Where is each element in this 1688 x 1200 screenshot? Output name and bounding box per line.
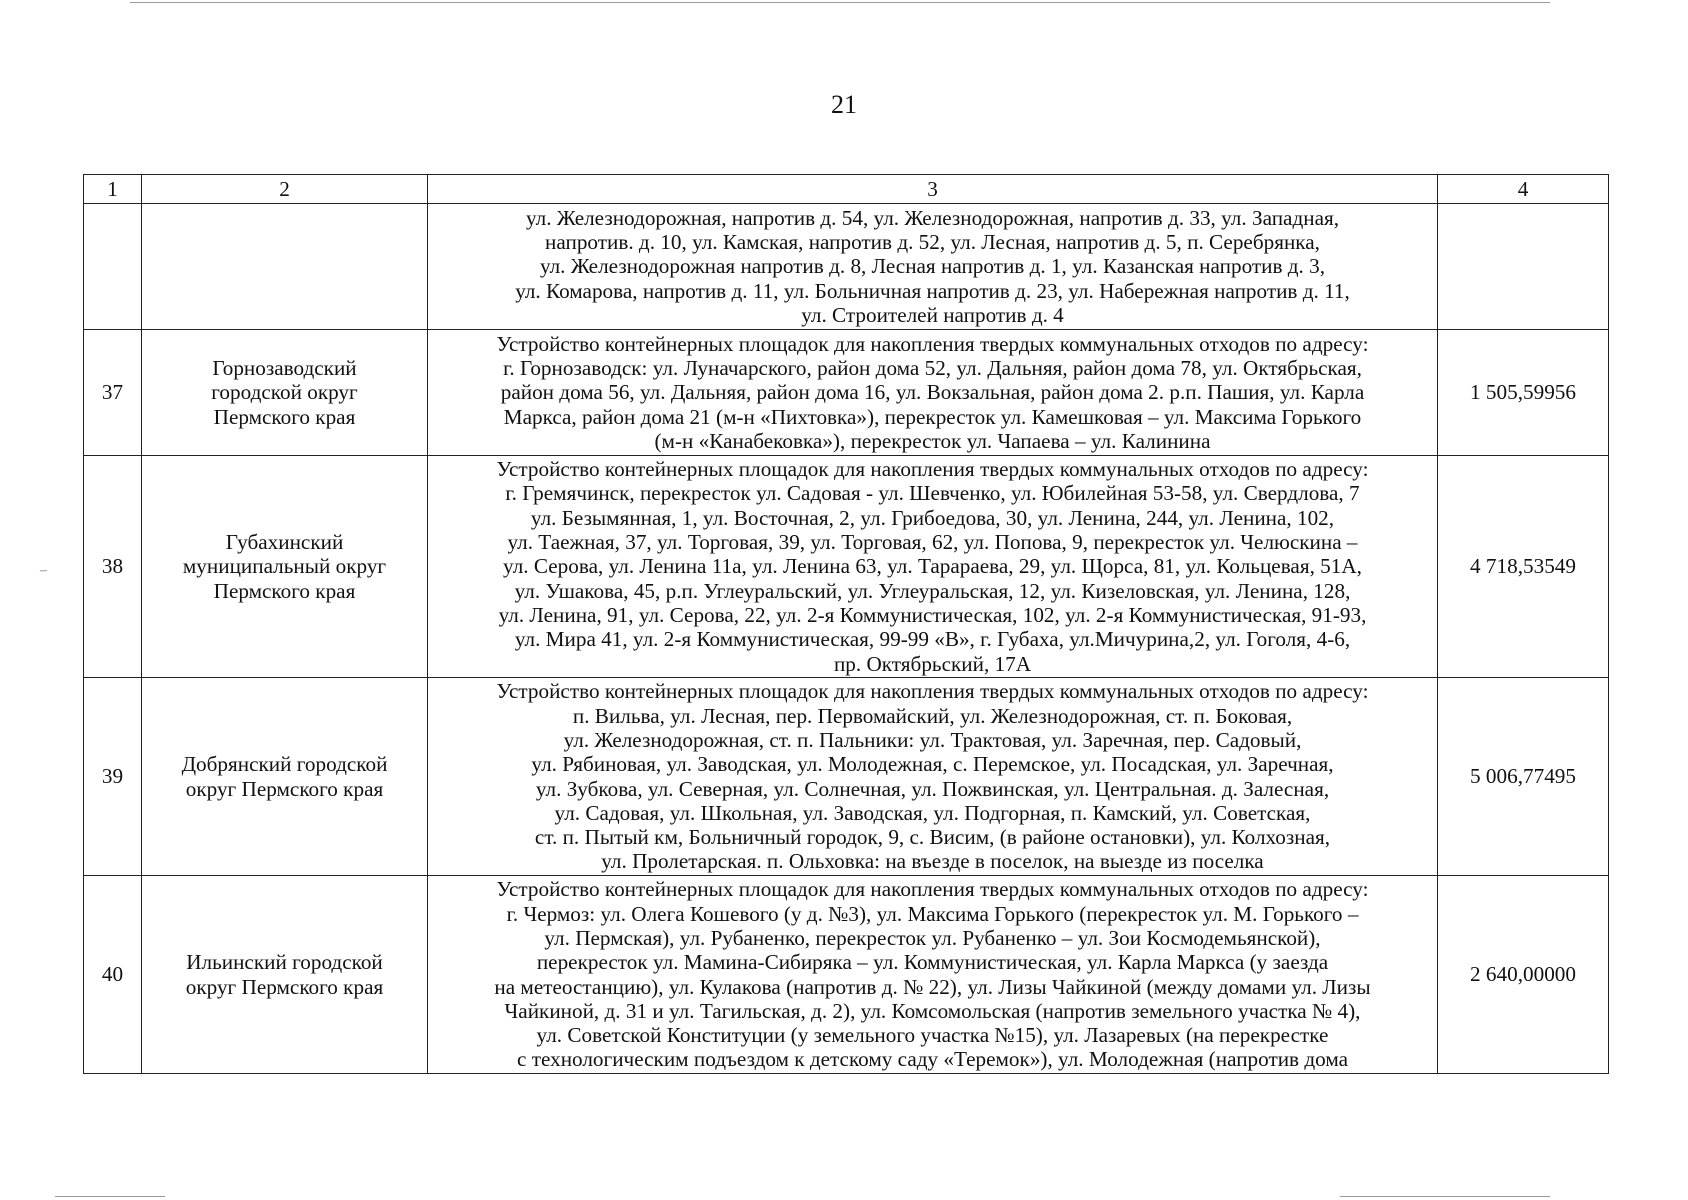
page-number: 21 [831,90,857,119]
bottom-scan-edge-right [1340,1196,1550,1197]
column-header-amount: 4 [1438,175,1609,204]
municipality-name: Добрянский городской округ Пермского края [142,678,428,876]
top-scan-edge [130,2,1550,3]
municipality-name: Ильинский городской округ Пермского края [142,876,428,1074]
row-number: 38 [84,456,142,678]
table-header-row [84,175,1609,204]
column-header-municipality: 2 [142,175,428,204]
municipality-name [142,204,428,330]
table-row [84,204,1609,330]
project-description: Устройство контейнерных площадок для накопления твердых коммунальных отходов по адресу: г. Чермоз: ул. Олега Кошевого (у д. №3), ул. Максима Горького (перекресток ул. М. Горького – ул. Пермская), ул. Рубаненко, перекресток ул. Рубаненко – ул. Зои Космодемьянской), перекресток ул. Мамина-Сибиряка – ул. Коммунистическая, ул. Карла Маркса (у заезда на метеостанцию), ул. Кулакова (напротив д. № 22), ул. Лизы Чайкиной (между домами ул. Лизы Чайкиной, д. 31 и ул. Тагильская, д. 2), ул. Комсомольская (напротив земельного участка № 4), ул. Советской Конституции (у земельного участка №15), ул. Лазаревых (на перекрестке с технологическим подъездом к детскому саду «Теремок»), ул. Молодежная (напротив дома [428,876,1438,1074]
bottom-scan-edge-left [55,1196,165,1197]
margin-mark: – [40,563,47,578]
funding-table [83,174,1609,1074]
row-number: 39 [84,678,142,876]
table-row [84,330,1609,456]
row-number [84,204,142,330]
project-description: ул. Железнодорожная, напротив д. 54, ул. Железнодорожная, напротив д. 33, ул. Западная, напротив. д. 10, ул. Камская, напротив д. 52, ул. Лесная, напротив д. 5, п. Серебрянка, ул. Железнодорожная напротив д. 8, Лесная напротив д. 1, ул. Казанская напротив д. 3, ул. Комарова, напротив д. 11, ул. Больничная напротив д. 23, ул. Набережная напротив д. 11, ул. Строителей напротив д. 4 [428,204,1438,330]
table-row [84,876,1609,1074]
row-number: 37 [84,330,142,456]
project-description: Устройство контейнерных площадок для накопления твердых коммунальных отходов по адресу: п. Вильва, ул. Лесная, пер. Первомайский, ул. Железнодорожная, ст. п. Боковая, ул. Железнодорожная, ст. п. Пальники: ул. Трактовая, ул. Заречная, пер. Садовый, ул. Рябиновая, ул. Заводская, ул. Молодежная, с. Перемское, ул. Посадская, ул. Заречная, ул. Зубкова, ул. Северная, ул. Солнечная, ул. Пожвинская, ул. Центральная. д. Залесная, ул. Садовая, ул. Школьная, ул. Заводская, ул. Подгорная, п. Камский, ул. Советская, ст. п. Пытый км, Больничный городок, 9, с. Висим, (в районе остановки), ул. Колхозная, ул. Пролетарская. п. Ольховка: на въезде в поселок, на выезде из поселка [428,678,1438,876]
funding-amount: 4 718,53549 [1438,456,1609,678]
table-row [84,678,1609,876]
column-header-number: 1 [84,175,142,204]
funding-amount [1438,204,1609,330]
municipality-name: Губахинский муниципальный округ Пермского края [142,456,428,678]
funding-amount: 5 006,77495 [1438,678,1609,876]
funding-amount: 2 640,00000 [1438,876,1609,1074]
project-description: Устройство контейнерных площадок для накопления твердых коммунальных отходов по адресу: г. Гремячинск, перекресток ул. Садовая - ул. Шевченко, ул. Юбилейная 53-58, ул. Свердлова, 7 ул. Безымянная, 1, ул. Восточная, 2, ул. Грибоедова, 30, ул. Ленина, 244, ул. Ленина, 102, ул. Таежная, 37, ул. Торговая, 39, ул. Торговая, 62, ул. Попова, 9, перекресток ул. Челюскина – ул. Серова, ул. Ленина 11а, ул. Ленина 63, ул. Тарараева, 29, ул. Щорса, 81, ул. Кольцевая, 51А, ул. Ушакова, 45, р.п. Углеуральский, ул. Углеуральская, 12, ул. Кизеловская, ул. Ленина, 128, ул. Ленина, 91, ул. Серова, 22, ул. 2-я Коммунистическая, 102, ул. 2-я Коммунистическая, 91-93, ул. Мира 41, ул. 2-я Коммунистическая, 99-99 «В», г. Губаха, ул.Мичурина,2, ул. Гоголя, 4-6, пр. Октябрьский, 17А [428,456,1438,678]
funding-amount: 1 505,59956 [1438,330,1609,456]
column-header-description: 3 [428,175,1438,204]
municipality-name: Горнозаводский городской округ Пермского края [142,330,428,456]
table-row [84,456,1609,678]
row-number: 40 [84,876,142,1074]
project-description: Устройство контейнерных площадок для накопления твердых коммунальных отходов по адресу: г. Горнозаводск: ул. Луначарского, район дома 52, ул. Дальняя, район дома 78, ул. Октябрьская, район дома 56, ул. Дальняя, район дома 16, ул. Вокзальная, район дома 2. р.п. Пашия, ул. Карла Маркса, район дома 21 (м-н «Пихтовка»), перекресток ул. Камешковая – ул. Максима Горького (м-н «Канабековка»), перекресток ул. Чапаева – ул. Калинина [428,330,1438,456]
